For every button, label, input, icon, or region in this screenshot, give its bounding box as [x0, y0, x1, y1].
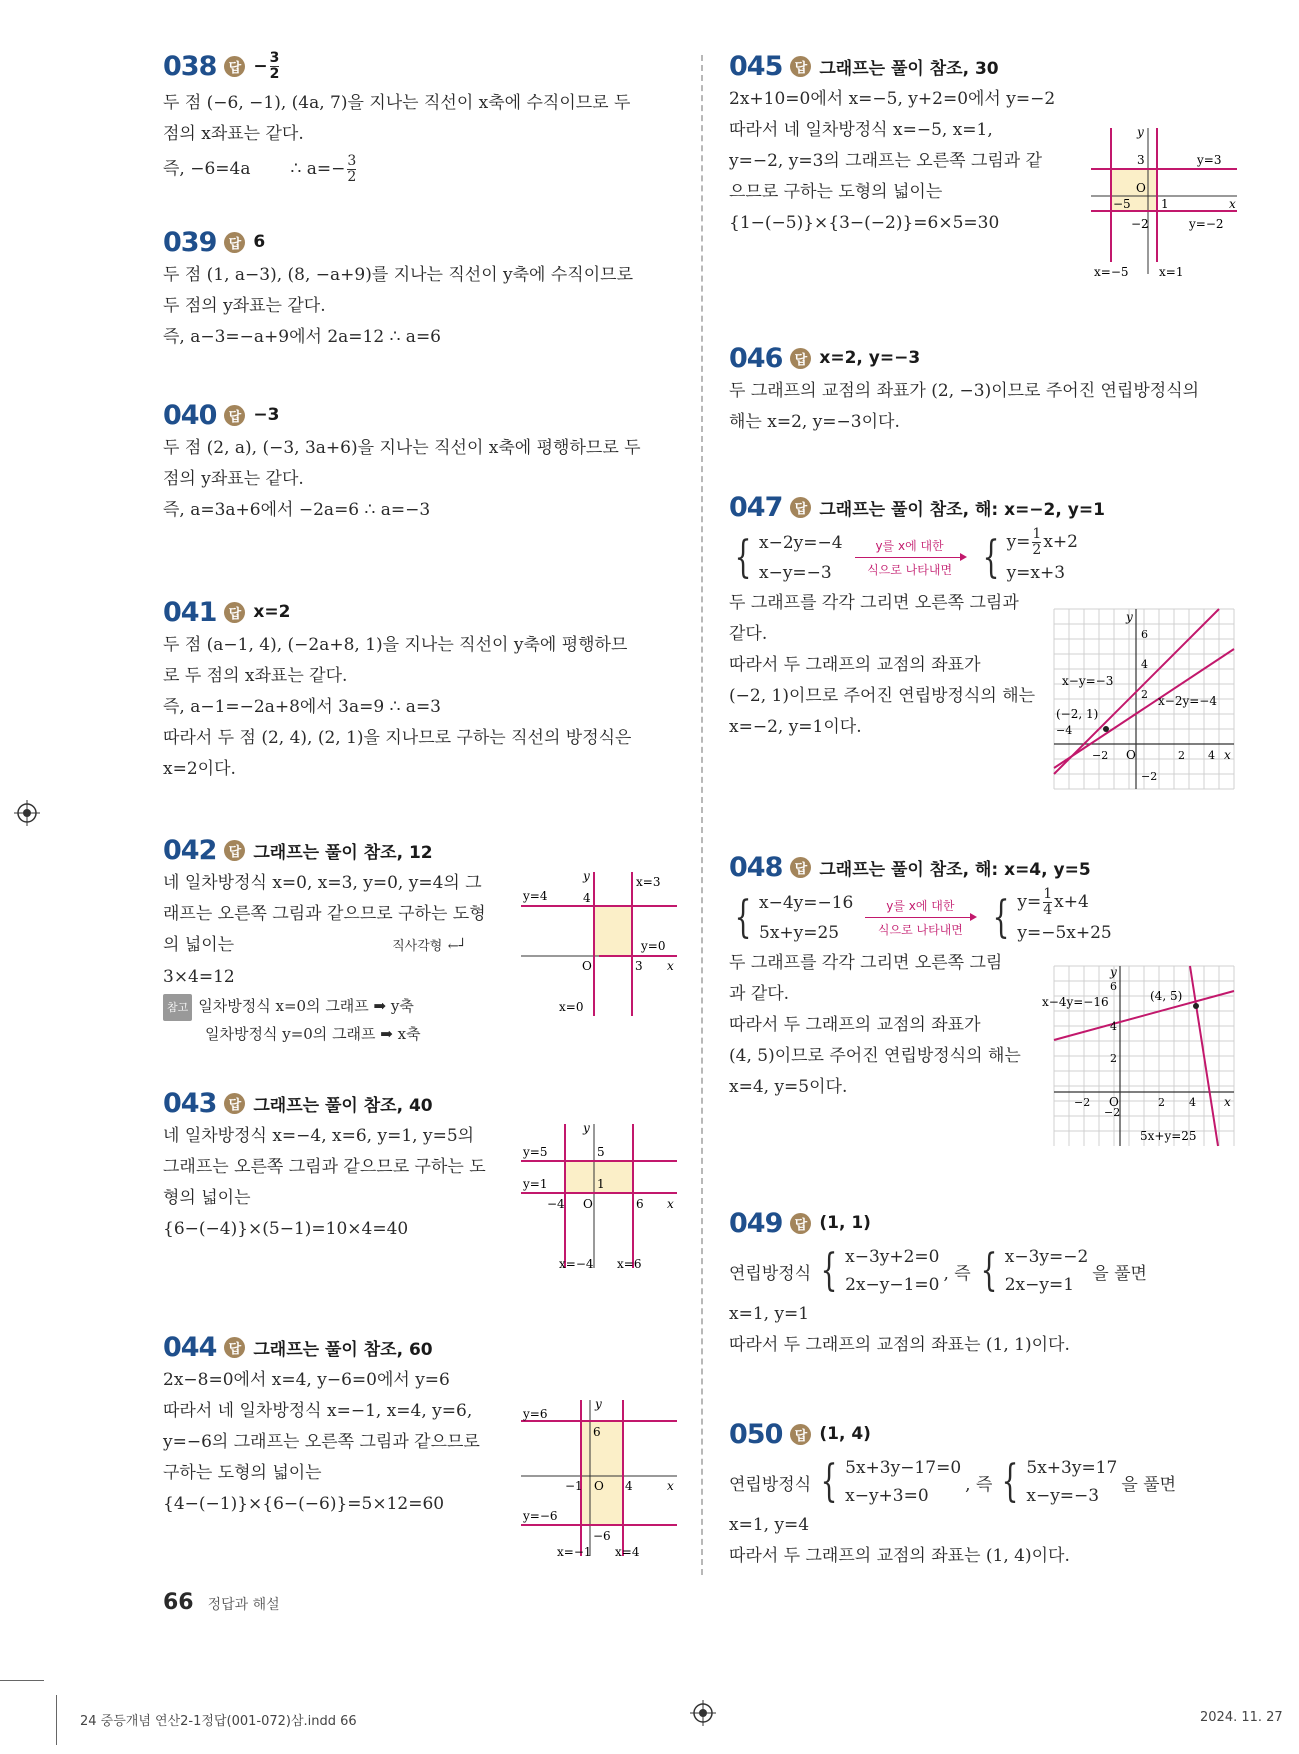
x-axis-label: x	[667, 959, 674, 973]
tick-6: 6	[593, 1425, 601, 1439]
label-y3: y=3	[1197, 153, 1222, 167]
solution-line: 따라서 네 일차방정식 x=−1, x=4, y=6,	[163, 1401, 473, 1421]
equation: y= $\frac{1}{4}$ x+4	[1017, 886, 1089, 918]
answer: (1, 4)	[819, 1424, 871, 1444]
conversion-arrow: y를 x에 대한 식으로 나타내면	[855, 537, 965, 578]
problem-044	[163, 1329, 480, 1520]
graph-047	[1054, 609, 1234, 789]
solution-line: 네 일차방정식 x=−4, x=6, y=1, y=5의	[163, 1126, 475, 1146]
solution-line: 해는 x=2, y=−3이다.	[729, 412, 900, 432]
origin-label: O	[582, 959, 592, 973]
tick-6: 6	[1110, 980, 1117, 993]
crop-mark	[56, 1695, 57, 1745]
graph-042	[519, 866, 679, 1026]
equation-conversion: { x−2y=−4 x−y=−3 y를 x에 대한 식으로 나타내면 { y= $\frac{1}{2}$ x+2 y=x+3	[729, 527, 1105, 588]
tick-4: 4	[625, 1479, 633, 1493]
answer-badge: 답	[790, 348, 811, 369]
solution-line: (−2, 1)이므로 주어진 연립방정식의 해는	[729, 686, 1036, 706]
answer: x=2, y=−3	[819, 348, 921, 368]
note-tag: 참고	[163, 994, 192, 1021]
problem-number: 050	[729, 1418, 783, 1450]
intersection-point	[1193, 1003, 1199, 1009]
answer: −3	[253, 405, 280, 425]
tick-x-2: 2	[1158, 1096, 1165, 1109]
solution-line: 그래프는 오른쪽 그림과 같으므로 구하는 도	[163, 1157, 486, 1177]
solution-line: 따라서 두 그래프의 교점의 좌표가	[729, 655, 981, 675]
page-section-title: 정답과 해설	[207, 1597, 280, 1613]
solution-line: 따라서 두 그래프의 교점의 좌표는 (1, 1)이다.	[729, 1335, 1070, 1355]
tick-5: 5	[597, 1145, 605, 1159]
equation: 2x−y=1	[1004, 1275, 1075, 1295]
solution-line: 네 일차방정식 x=0, x=3, y=0, y=4의 그	[163, 873, 482, 893]
answer: (1, 1)	[819, 1213, 871, 1233]
problem-number: 045	[729, 50, 783, 82]
problem-number: 039	[163, 226, 217, 258]
label-y4: y=4	[523, 889, 548, 903]
problem-number: 047	[729, 491, 783, 523]
conversion-arrow: y를 x에 대한 식으로 나타내면	[865, 897, 975, 938]
answer: 그래프는 풀이 참조, 12	[253, 842, 433, 863]
problem-number: 041	[163, 596, 217, 628]
problem-045	[729, 48, 1055, 239]
label-x3: x=3	[636, 875, 661, 889]
crop-mark	[0, 1680, 44, 1681]
problem-040	[163, 397, 641, 526]
equation: x−y=−3	[759, 562, 832, 583]
x-axis-label: x	[667, 1197, 674, 1211]
solution-line: {6−(−4)}×(5−1)=10×4=40	[163, 1219, 409, 1239]
solution-line: {1−(−5)}×{3−(−2)}=6×5=30	[729, 213, 1000, 233]
solution-line: 따라서 두 그래프의 교점의 좌표는 (1, 4)이다.	[729, 1546, 1070, 1566]
solution-line: 두 그래프의 교점의 좌표가 (2, −3)이므로 주어진 연립방정식의	[729, 381, 1200, 401]
answer-badge: 답	[790, 497, 811, 518]
solution-line: 래프는 오른쪽 그림과 같으므로 구하는 도형	[163, 904, 486, 924]
problem-049	[729, 1205, 1147, 1361]
equation: y= $\frac{1}{2}$ x+2	[1006, 526, 1078, 558]
solution-line: 따라서 네 일차방정식 x=−5, x=1,	[729, 120, 993, 140]
answer: − $\frac{3}{2}$	[253, 49, 280, 82]
problem-042	[163, 832, 486, 1048]
registration-mark-icon	[14, 800, 40, 826]
label-xm1: x=−1	[557, 1545, 592, 1559]
answer: x=2	[253, 602, 291, 622]
tick-2: 2	[1110, 1052, 1117, 1065]
y-axis-label: y	[1110, 965, 1117, 979]
print-date: 2024. 11. 27	[1200, 1710, 1283, 1725]
answer-badge: 답	[790, 56, 811, 77]
point-label: (−2, 1)	[1056, 707, 1099, 721]
answer-badge: 답	[224, 840, 245, 861]
solution-line: x=2이다.	[163, 759, 236, 779]
area-fill	[594, 906, 632, 956]
solution-line: 구하는 도형의 넓이는	[163, 1463, 322, 1483]
graph-043	[519, 1118, 679, 1278]
problem-046	[729, 340, 1199, 438]
tick-m2: −2	[1104, 1106, 1121, 1119]
tick-4: 4	[1110, 1020, 1117, 1033]
label-x0: x=0	[559, 1000, 584, 1014]
point-label: (4, 5)	[1150, 989, 1183, 1003]
origin-label: O	[1109, 1095, 1119, 1109]
answer: 그래프는 풀이 참조, 해: x=4, y=5	[819, 859, 1091, 880]
solution-line: 점의 y좌표는 같다.	[163, 469, 304, 489]
equation-conversion: { x−4y=−16 5x+y=25 y를 x에 대한 식으로 나타내면 { y= $\frac{1}{4}$ x+4 y=−5x+25	[729, 887, 1112, 948]
solution-line: 같다.	[729, 624, 768, 644]
graph-048	[1042, 965, 1234, 1146]
solution-line: 으므로 구하는 도형의 넓이는	[729, 182, 943, 202]
label-xm5: x=−5	[1094, 265, 1129, 279]
equation: x−y+3=0	[845, 1486, 929, 1506]
tick-1: 1	[1161, 197, 1169, 211]
problem-047	[729, 489, 1105, 743]
note-line: 일차방정식 y=0의 그래프 ➡ x축	[205, 1025, 421, 1043]
x-axis-label: x	[1224, 748, 1231, 762]
problem-039	[163, 224, 633, 353]
solution-line: 점의 x좌표는 같다.	[163, 124, 304, 144]
problem-number: 049	[729, 1207, 783, 1239]
solution-line: y=−2, y=3의 그래프는 오른쪽 그림과 같	[729, 151, 1043, 171]
graph-045	[1089, 124, 1239, 284]
answer: 그래프는 풀이 참조, 40	[253, 1095, 433, 1116]
label-x1: x=1	[1159, 265, 1184, 279]
answer-badge: 답	[790, 1424, 811, 1445]
tick-1: 1	[597, 1177, 605, 1191]
label-y0: y=0	[641, 939, 666, 953]
tick-3: 3	[1137, 153, 1145, 167]
problem-number: 046	[729, 342, 783, 374]
area-fill	[581, 1421, 623, 1525]
solution-line: 즉, a−3=−a+9에서 2a=12 ∴ a=6	[163, 327, 442, 347]
tick-m4: −4	[1056, 724, 1073, 737]
equation: x−3y+2=0	[845, 1247, 940, 1267]
answer-badge: 답	[224, 405, 245, 426]
solution-line: 두 점 (−6, −1), (4a, 7)을 지나는 직선이 x축에 수직이므로 두	[163, 93, 631, 113]
system-equations: 연립방정식 { 5x+3y−17=0 x−y+3=0 , 즉 { 5x+3y=17 x−y=−3 을 풀면	[729, 1454, 1176, 1510]
system-equations: 연립방정식 { x−3y+2=0 2x−y−1=0 , 즉 { x−3y=−2 2x−y=1 을 풀면	[729, 1243, 1147, 1299]
answer-badge: 답	[224, 1337, 245, 1358]
equation: 5x+3y−17=0	[845, 1458, 962, 1478]
tick-x-m2: −2	[1092, 749, 1109, 762]
origin-label: O	[1126, 748, 1136, 762]
problem-038	[163, 48, 630, 185]
tick-x-2: 2	[1178, 749, 1185, 762]
solution-line: x=1, y=4	[729, 1515, 810, 1535]
answer-badge: 답	[224, 56, 245, 77]
problem-number: 048	[729, 851, 783, 883]
solution-line: 3×4=12	[163, 967, 235, 987]
solution-line: 따라서 두 그래프의 교점의 좌표가	[729, 1015, 981, 1035]
registration-mark-icon	[690, 1700, 716, 1726]
answer: 6	[253, 232, 266, 252]
solution-line: 두 그래프를 각각 그리면 오른쪽 그림	[729, 953, 1003, 973]
tick-m5: −5	[1113, 197, 1131, 211]
solution-line: 두 점의 y좌표는 같다.	[163, 296, 326, 316]
problem-number: 038	[163, 50, 217, 82]
solution-line: 두 그래프를 각각 그리면 오른쪽 그림과	[729, 593, 1019, 613]
intersection-point	[1103, 726, 1109, 732]
problem-043	[163, 1085, 486, 1245]
answer: 그래프는 풀이 참조, 60	[253, 1339, 433, 1360]
solution-line: 두 점 (a−1, 4), (−2a+8, 1)을 지나는 직선이 y축에 평행하므	[163, 635, 628, 655]
tick-m2: −2	[1141, 770, 1158, 783]
label-xm4: x=−4	[559, 1257, 594, 1271]
label-line-b: 5x+y=25	[1140, 1129, 1197, 1143]
label-y1: y=1	[523, 1177, 548, 1191]
answer-badge: 답	[224, 232, 245, 253]
label-line-a: x−y=−3	[1062, 674, 1114, 688]
problem-050	[729, 1416, 1176, 1572]
file-info: 24 중등개념 연산2-1정답(001-072)삼.indd 66	[80, 1714, 357, 1729]
solution-line: x=−2, y=1이다.	[729, 717, 862, 737]
answer-badge: 답	[224, 602, 245, 623]
problem-number: 042	[163, 834, 217, 866]
equation: x−3y=−2	[1004, 1247, 1089, 1267]
equation: x−y=−3	[1026, 1486, 1100, 1506]
tick-m6: −6	[593, 1529, 611, 1543]
label-ym2: y=−2	[1189, 217, 1224, 231]
x-axis-label: x	[1229, 197, 1236, 211]
y-axis-label: y	[583, 869, 590, 883]
solution-line: 즉, −6=4a ∴ a=− $\frac{3}{2}$	[163, 153, 357, 185]
solution-line: y=−6의 그래프는 오른쪽 그림과 같으므로	[163, 1432, 480, 1452]
tick-m1: −1	[565, 1479, 583, 1493]
problem-number: 044	[163, 1331, 217, 1363]
tick-4: 4	[583, 891, 591, 905]
answer-badge: 답	[224, 1093, 245, 1114]
label-x6: x=6	[617, 1257, 642, 1271]
label-y6: y=6	[523, 1407, 548, 1421]
equation: 5x+y=25	[759, 922, 840, 943]
equation: 5x+3y=17	[1026, 1458, 1118, 1478]
problem-number: 043	[163, 1087, 217, 1119]
problem-number: 040	[163, 399, 217, 431]
solution-line: 즉, a=3a+6에서 −2a=6 ∴ a=−3	[163, 500, 431, 520]
origin-label: O	[1136, 181, 1146, 195]
equation: y=x+3	[1006, 563, 1066, 583]
solution-line: 과 같다.	[729, 984, 790, 1004]
solution-line: 형의 넓이는	[163, 1188, 251, 1208]
answer: 그래프는 풀이 참조, 해: x=−2, y=1	[819, 499, 1105, 520]
grid	[1054, 966, 1234, 1146]
tick-m4: −4	[547, 1197, 565, 1211]
solution-line: {4−(−1)}×{6−(−6)}=5×12=60	[163, 1494, 445, 1514]
callout-label: 직사각형	[392, 939, 443, 954]
label-line-a: x−4y=−16	[1042, 995, 1109, 1009]
solution-line: 따라서 두 점 (2, 4), (2, 1)을 지나므로 구하는 직선의 방정식은	[163, 728, 632, 748]
solution-line: 2x+10=0에서 x=−5, y+2=0에서 y=−2	[729, 89, 1056, 109]
solution-line: 2x−8=0에서 x=4, y−6=0에서 y=6	[163, 1370, 450, 1390]
equation: y=−5x+25	[1017, 923, 1112, 943]
label-ym6: y=−6	[523, 1509, 558, 1523]
solution-line: (4, 5)이므로 주어진 연립방정식의 해는	[729, 1046, 1021, 1066]
tick-x-m2: −2	[1074, 1096, 1091, 1109]
tick-2: 2	[1141, 688, 1148, 701]
solution-line: 즉, a−1=−2a+8에서 3a=9 ∴ a=3	[163, 697, 442, 717]
tick-x-4: 4	[1189, 1096, 1196, 1109]
x-axis-label: x	[1224, 1095, 1231, 1109]
page-number: 66	[163, 1590, 194, 1615]
solution-line: 로 두 점의 x좌표는 같다.	[163, 666, 348, 686]
origin-label: O	[594, 1479, 604, 1493]
graph-044	[519, 1396, 679, 1566]
page-footer	[163, 1590, 280, 1615]
solution-line: x=4, y=5이다.	[729, 1077, 848, 1097]
column-divider	[701, 55, 703, 1575]
equation: x−4y=−16	[759, 892, 854, 913]
y-axis-label: y	[1137, 125, 1144, 139]
tick-6: 6	[1141, 628, 1148, 641]
tick-6: 6	[636, 1197, 644, 1211]
answer-badge: 답	[790, 857, 811, 878]
tick-m2: −2	[1131, 217, 1149, 231]
tick-x-4: 4	[1208, 749, 1215, 762]
x-axis-label: x	[667, 1479, 674, 1493]
label-y5: y=5	[523, 1145, 548, 1159]
y-axis-label: y	[595, 1397, 602, 1411]
y-axis-label: y	[583, 1121, 590, 1135]
answer-badge: 답	[790, 1213, 811, 1234]
y-axis-label: y	[1126, 610, 1133, 624]
problem-041	[163, 594, 631, 785]
label-line-b: x−2y=−4	[1158, 694, 1217, 708]
equation: 2x−y−1=0	[845, 1275, 940, 1295]
solution-line: x=1, y=1	[729, 1304, 810, 1324]
equation: x−2y=−4	[759, 532, 843, 553]
tick-4: 4	[1141, 658, 1148, 671]
solution-line: 두 점 (2, a), (−3, 3a+6)을 지나는 직선이 x축에 평행하므로 두	[163, 438, 641, 458]
label-x4: x=4	[615, 1545, 640, 1559]
origin-label: O	[583, 1197, 593, 1211]
solution-line: 의 넓이는 직사각형 ←┘	[163, 935, 467, 955]
tick-3: 3	[635, 959, 643, 973]
note-line: 참고 일차방정식 x=0의 그래프 ➡ y축	[163, 993, 486, 1021]
solution-line: 두 점 (1, a−3), (8, −a+9)를 지나는 직선이 y축에 수직이므로	[163, 265, 633, 285]
answer: 그래프는 풀이 참조, 30	[819, 58, 999, 79]
